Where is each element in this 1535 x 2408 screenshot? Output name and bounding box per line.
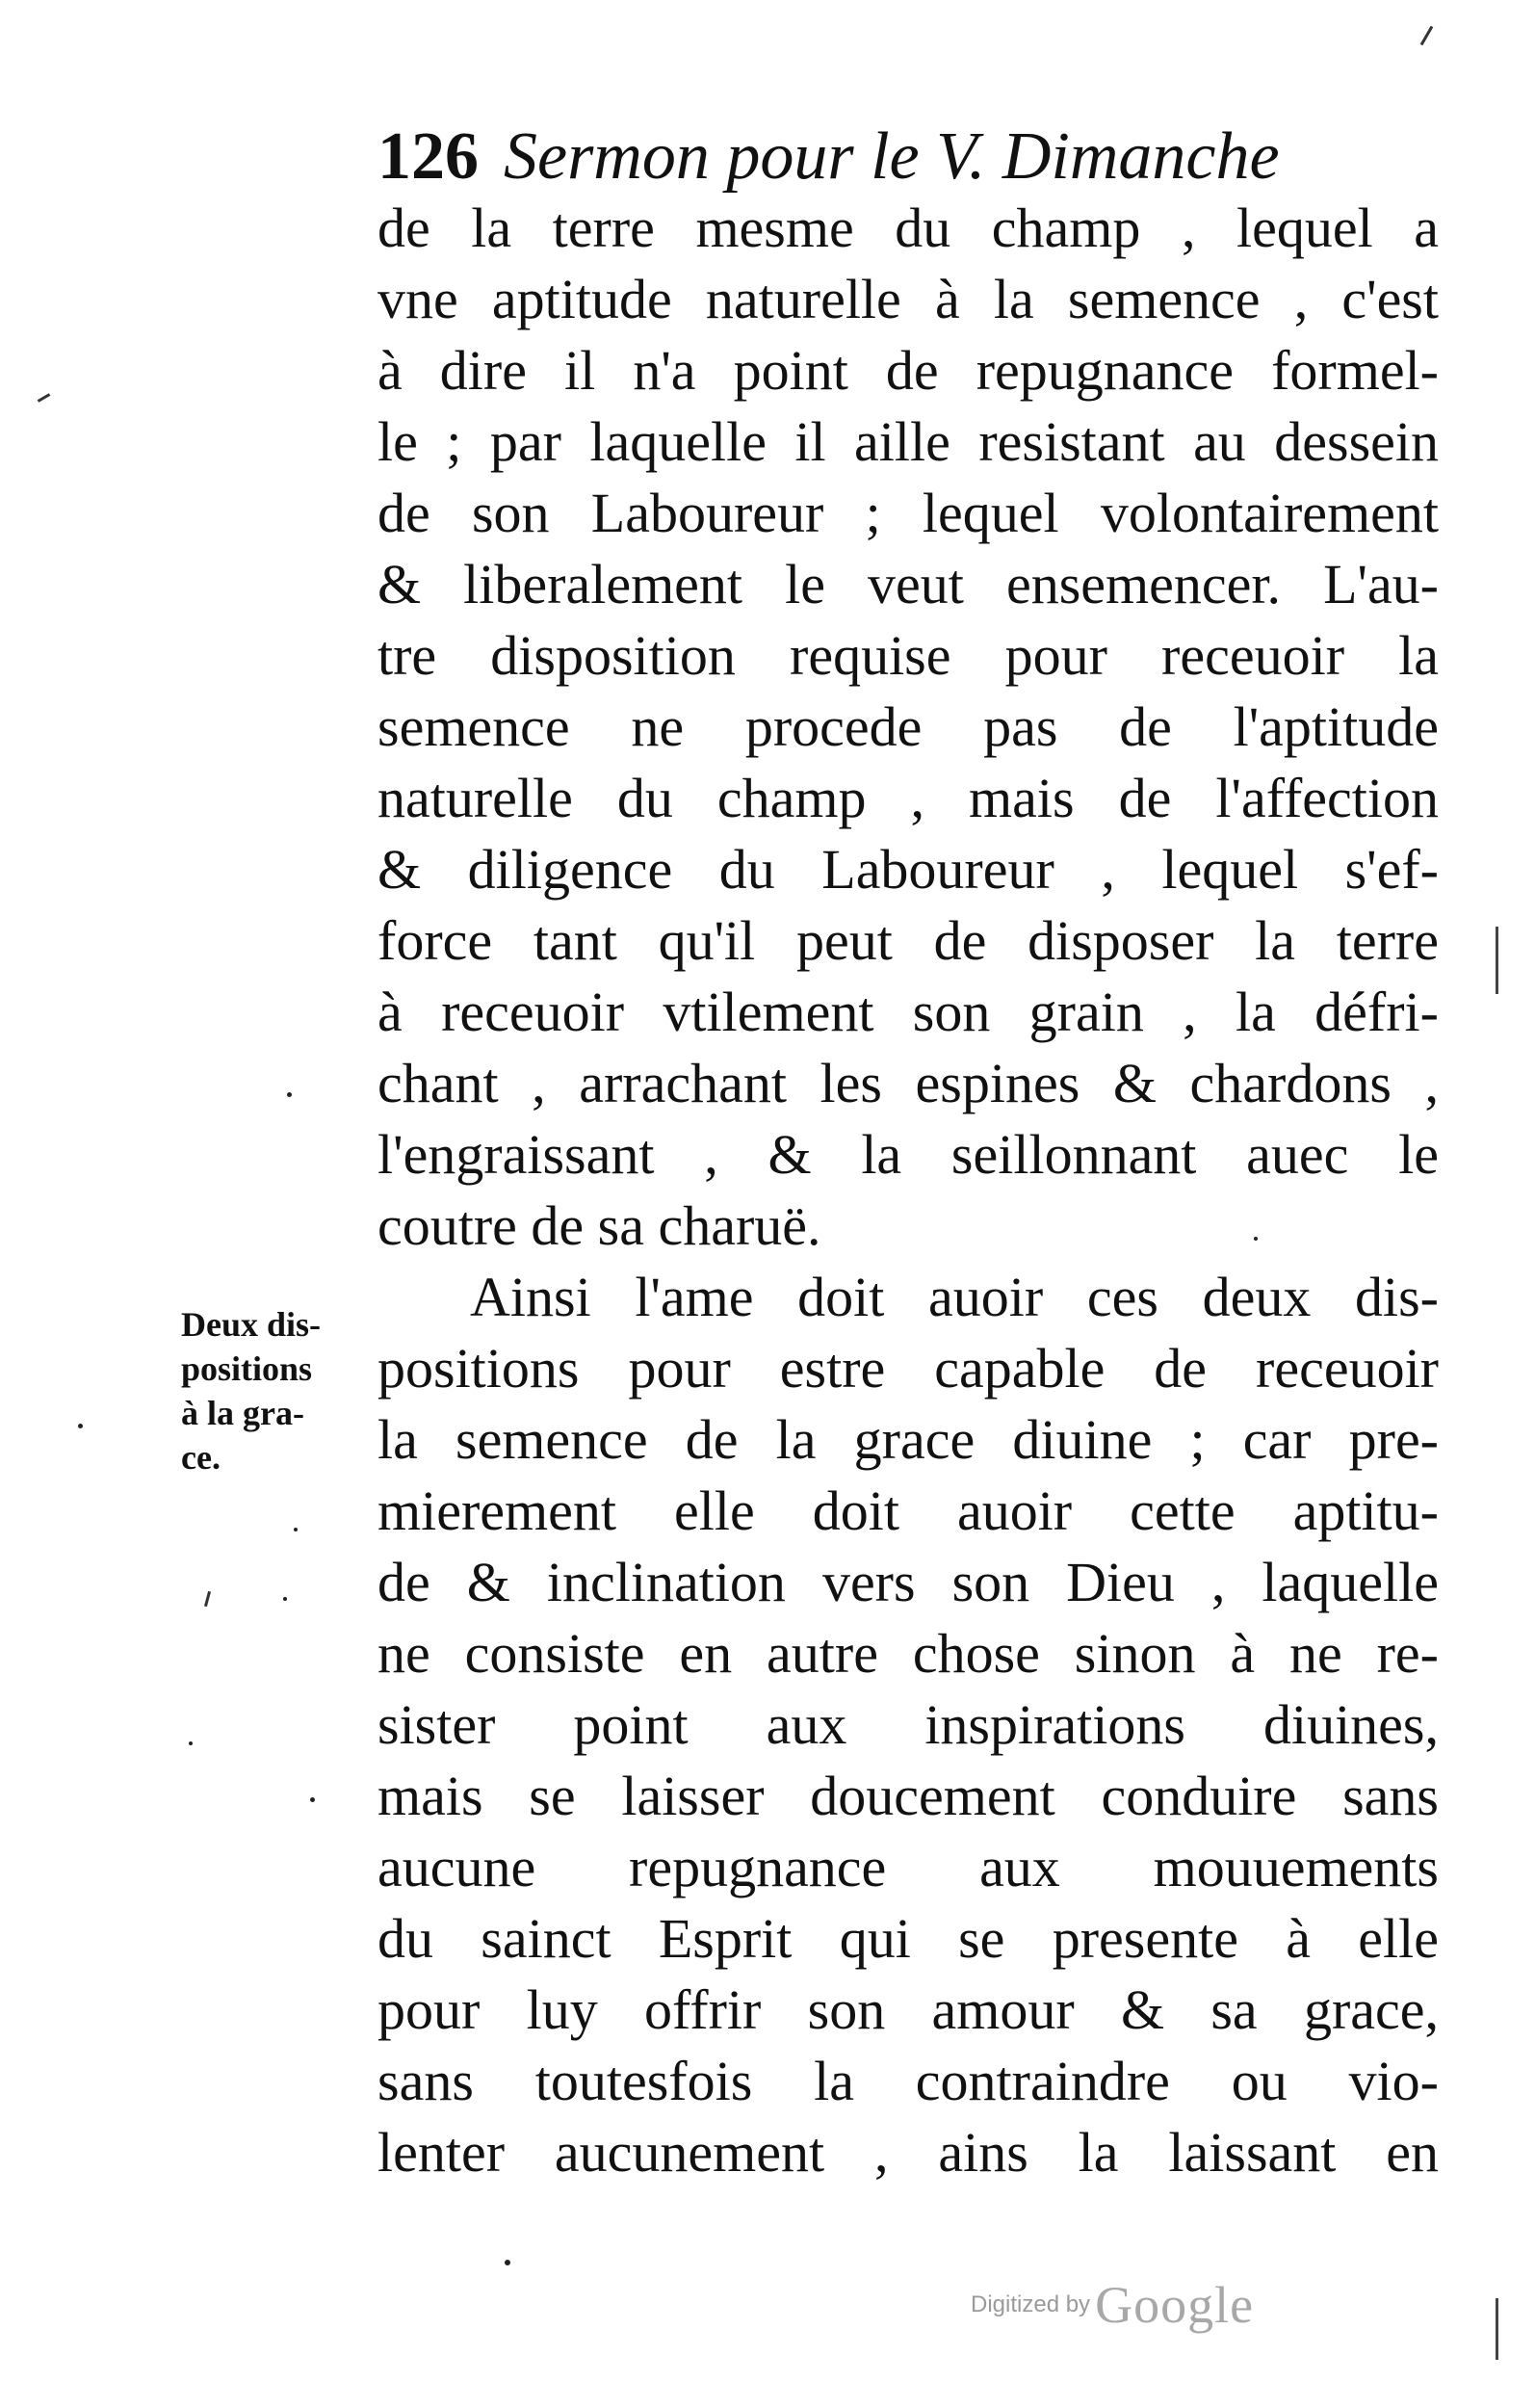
scan-mark xyxy=(204,1591,211,1607)
text-line: mierement elle doit auoir cette aptitu- xyxy=(377,1479,1439,1542)
text-line: l'engraissant , & la seillonnant auec le xyxy=(377,1123,1439,1186)
text-line: le ; par laquelle il aille resistant au dessein xyxy=(377,410,1439,473)
text-line: mais se laisser doucement conduire sans xyxy=(377,1765,1439,1827)
text-line: force tant qu'il peut de disposer la terre xyxy=(377,909,1439,972)
scan-mark xyxy=(38,393,51,403)
text-line: de son Laboureur ; lequel volontairement xyxy=(377,482,1439,544)
scan-speck xyxy=(189,1741,193,1745)
text-line: lenter aucunement , ains la laissant en xyxy=(377,2121,1439,2184)
running-head xyxy=(377,114,1437,200)
text-line: coutre de sa charuë. xyxy=(377,1194,821,1257)
margin-note xyxy=(181,1302,354,1479)
scan-speck xyxy=(1254,1237,1258,1241)
text-line: sister point aux inspirations diuines, xyxy=(377,1693,1439,1756)
margin-note-line: ce. xyxy=(181,1438,221,1477)
text-line: du sainct Esprit qui se presente à elle xyxy=(377,1907,1439,1970)
page-edge-mark xyxy=(1496,927,1498,994)
scan-speck xyxy=(505,2260,510,2265)
body-text xyxy=(377,193,1439,2188)
text-line: & diligence du Laboureur , lequel s'ef- xyxy=(377,838,1439,901)
text-line: à receuoir vtilement son grain , la défri- xyxy=(377,981,1439,1043)
text-line: pour luy offrir son amour & sa grace, xyxy=(377,1978,1439,2041)
text-line: de & inclination vers son Dieu , laquelle xyxy=(377,1551,1439,1613)
text-line: semence ne procede pas de l'aptitude xyxy=(377,695,1439,758)
scan-mark xyxy=(1420,26,1434,46)
scan-speck xyxy=(310,1797,315,1802)
text-line: tre disposition requise pour receuoir la xyxy=(377,624,1439,687)
margin-note-line: positions xyxy=(181,1349,313,1388)
page-number: 126 xyxy=(377,119,479,194)
text-line: de la terre mesme du champ , lequel a xyxy=(377,196,1439,259)
scan-speck xyxy=(78,1424,83,1428)
margin-note-line: à la gra- xyxy=(181,1394,304,1432)
text-line: & liberalement le veut ensemencer. L'au- xyxy=(377,553,1439,615)
text-line: chant , arrachant les espines & chardons , xyxy=(377,1052,1439,1114)
scan-speck xyxy=(283,1597,287,1601)
text-line: sans toutesfois la contraindre ou vio- xyxy=(377,2050,1439,2112)
scan-speck xyxy=(287,1092,292,1097)
text-line: la semence de la grace diuine ; car pre- xyxy=(377,1408,1439,1471)
text-line: vne aptitude naturelle à la semence , c'est xyxy=(377,268,1439,330)
text-line: Ainsi l'ame doit auoir ces deux dis- xyxy=(470,1266,1439,1328)
text-line: ne consiste en autre chose sinon à ne re- xyxy=(377,1622,1439,1685)
text-line: aucune repugnance aux mouuements xyxy=(377,1836,1439,1898)
text-line: positions pour estre capable de receuoir xyxy=(377,1337,1439,1400)
text-line: à dire il n'a point de repugnance formel- xyxy=(377,339,1439,402)
running-title: Sermon pour le V. Dimanche xyxy=(504,119,1280,194)
text-line: naturelle du champ , mais de l'affection xyxy=(377,767,1439,829)
page-edge-mark xyxy=(1496,2298,1498,2360)
watermark-prefix: Digitized by xyxy=(971,2291,1091,2317)
watermark-brand: Google xyxy=(1095,2276,1255,2334)
margin-note-line: Deux dis- xyxy=(181,1305,322,1344)
digitized-watermark xyxy=(971,2275,1375,2352)
scan-speck xyxy=(294,1528,298,1531)
